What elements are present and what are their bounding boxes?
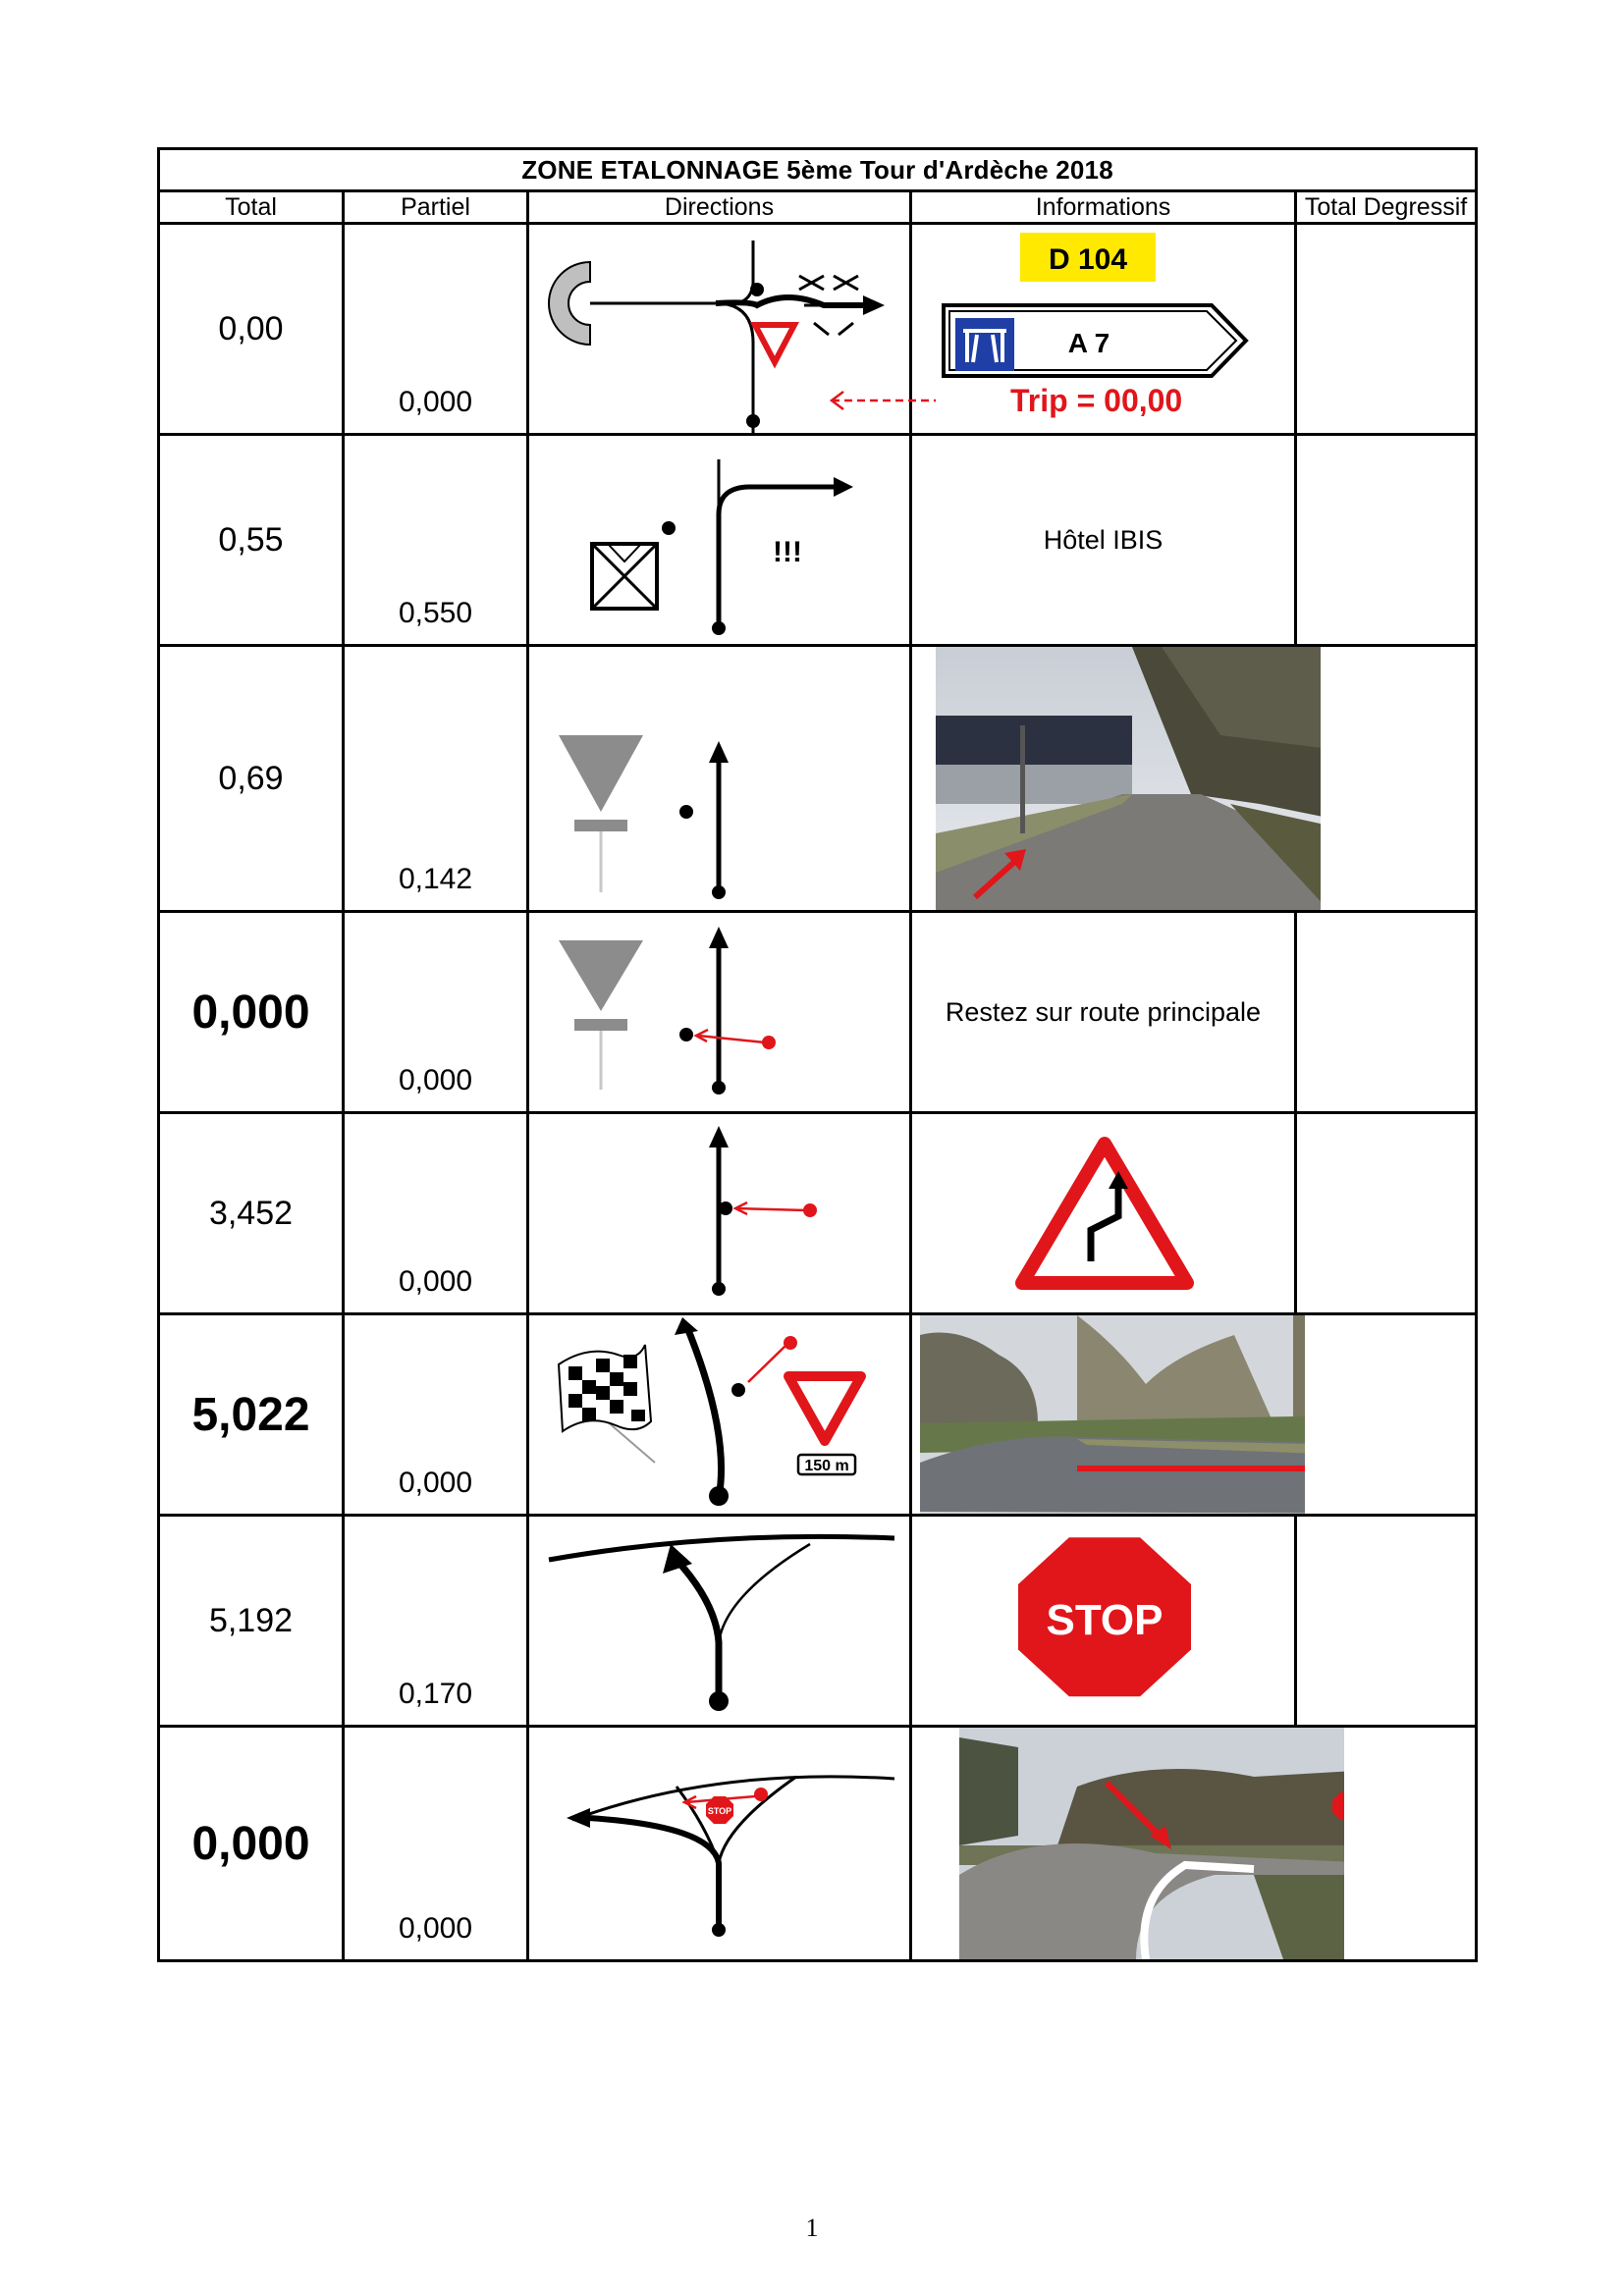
partiel-cell	[344, 1314, 528, 1516]
checkered-flag-icon	[559, 1345, 655, 1463]
position-dot	[719, 1201, 732, 1215]
header-total: Total	[159, 191, 344, 224]
yield-sign-icon	[788, 1376, 861, 1441]
partiel-value: 0,000	[398, 1467, 473, 1499]
total-value: 5,192	[159, 1516, 344, 1727]
motorway-icon	[955, 318, 1014, 371]
total-value: 5,022	[159, 1314, 344, 1516]
partiel-value: 0,000	[398, 1912, 473, 1945]
info-text: Restez sur route principale	[911, 912, 1296, 1113]
degressif-cell	[1296, 224, 1477, 435]
partiel-value: 0,000	[398, 1064, 473, 1096]
road-photo	[920, 1315, 1305, 1514]
total-value: 0,000	[159, 1727, 344, 1961]
warning-exclamations: !!!	[773, 536, 802, 568]
roadbook-table	[157, 147, 1478, 1962]
bridge-icon	[799, 276, 863, 335]
a7-label: A 7	[1067, 328, 1110, 358]
partiel-value: 0,550	[398, 597, 473, 629]
partiel-value: 0,000	[398, 1265, 473, 1298]
position-dot	[679, 805, 693, 819]
roadbook-sheet	[157, 147, 1475, 1962]
degressif-cell	[1296, 646, 1477, 912]
page-number: 1	[805, 2214, 819, 2242]
direction-diagram	[528, 646, 911, 912]
degressif-cell	[1296, 435, 1477, 646]
info-cell	[911, 1113, 1296, 1314]
partiel-cell	[344, 1516, 528, 1727]
direction-diagram	[528, 1314, 911, 1516]
partiel-cell	[344, 912, 528, 1113]
table-row	[159, 646, 1477, 912]
header-total-degressif: Total Degressif	[1296, 191, 1477, 224]
road-photo	[959, 1728, 1344, 1959]
trip-label: Trip = 00,00	[1010, 383, 1183, 418]
table-row	[159, 1727, 1477, 1961]
partiel-cell	[344, 435, 528, 646]
route-line	[716, 303, 753, 433]
yield-sign-icon	[559, 735, 643, 812]
header-informations: Informations	[911, 191, 1296, 224]
partiel-value: 0,170	[398, 1678, 473, 1710]
direction-diagram	[528, 1516, 911, 1727]
partiel-cell	[344, 1113, 528, 1314]
header-directions: Directions	[528, 191, 911, 224]
direction-diagram	[528, 912, 911, 1113]
total-value: 0,00	[159, 224, 344, 435]
partiel-value: 0,142	[398, 863, 473, 895]
table-row	[159, 1113, 1477, 1314]
total-value: 3,452	[159, 1113, 344, 1314]
photo-cell	[911, 1314, 1296, 1516]
route-arrow	[588, 1818, 719, 1930]
degressif-cell	[1296, 1516, 1477, 1727]
degressif-cell	[1296, 1727, 1477, 1961]
position-dot	[750, 283, 764, 296]
distance-plate-label: 150 m	[804, 1458, 849, 1474]
stop-small-label: STOP	[707, 1806, 732, 1816]
photo-cell	[911, 646, 1296, 912]
partiel-cell	[344, 224, 528, 435]
position-dot	[679, 1028, 693, 1041]
info-cell	[911, 224, 1296, 435]
degressif-cell	[1296, 1314, 1477, 1516]
direction-diagram	[528, 1727, 911, 1961]
total-value: 0,55	[159, 435, 344, 646]
table-row	[159, 1314, 1477, 1516]
stop-label: STOP	[1046, 1596, 1164, 1644]
total-value: 0,69	[159, 646, 344, 912]
road-photo	[936, 647, 1321, 910]
roundabout-icon	[549, 262, 590, 345]
partiel-cell	[344, 1727, 528, 1961]
position-dot	[662, 521, 676, 535]
position-dot	[731, 1383, 745, 1397]
table-row	[159, 435, 1477, 646]
direction-diagram	[528, 435, 911, 646]
direction-diagram	[528, 1113, 911, 1314]
partiel-cell	[344, 646, 528, 912]
d104-label: D 104	[1048, 243, 1128, 276]
route-arrow	[677, 1560, 719, 1703]
table-title: ZONE ETALONNAGE 5ème Tour d'Ardèche 2018	[159, 149, 1477, 191]
info-cell	[911, 1516, 1296, 1727]
photo-cell	[911, 1727, 1296, 1961]
table-row	[159, 912, 1477, 1113]
partiel-value: 0,000	[398, 386, 473, 418]
double-bend-warning-icon	[1022, 1144, 1187, 1283]
total-value: 0,000	[159, 912, 344, 1113]
header-partiel: Partiel	[344, 191, 528, 224]
info-text: Hôtel IBIS	[911, 435, 1296, 646]
degressif-cell	[1296, 912, 1477, 1113]
yield-sign-icon	[559, 940, 643, 1011]
table-row	[159, 1516, 1477, 1727]
degressif-cell	[1296, 1113, 1477, 1314]
table-row	[159, 224, 1477, 435]
yield-sign-icon	[755, 325, 794, 362]
